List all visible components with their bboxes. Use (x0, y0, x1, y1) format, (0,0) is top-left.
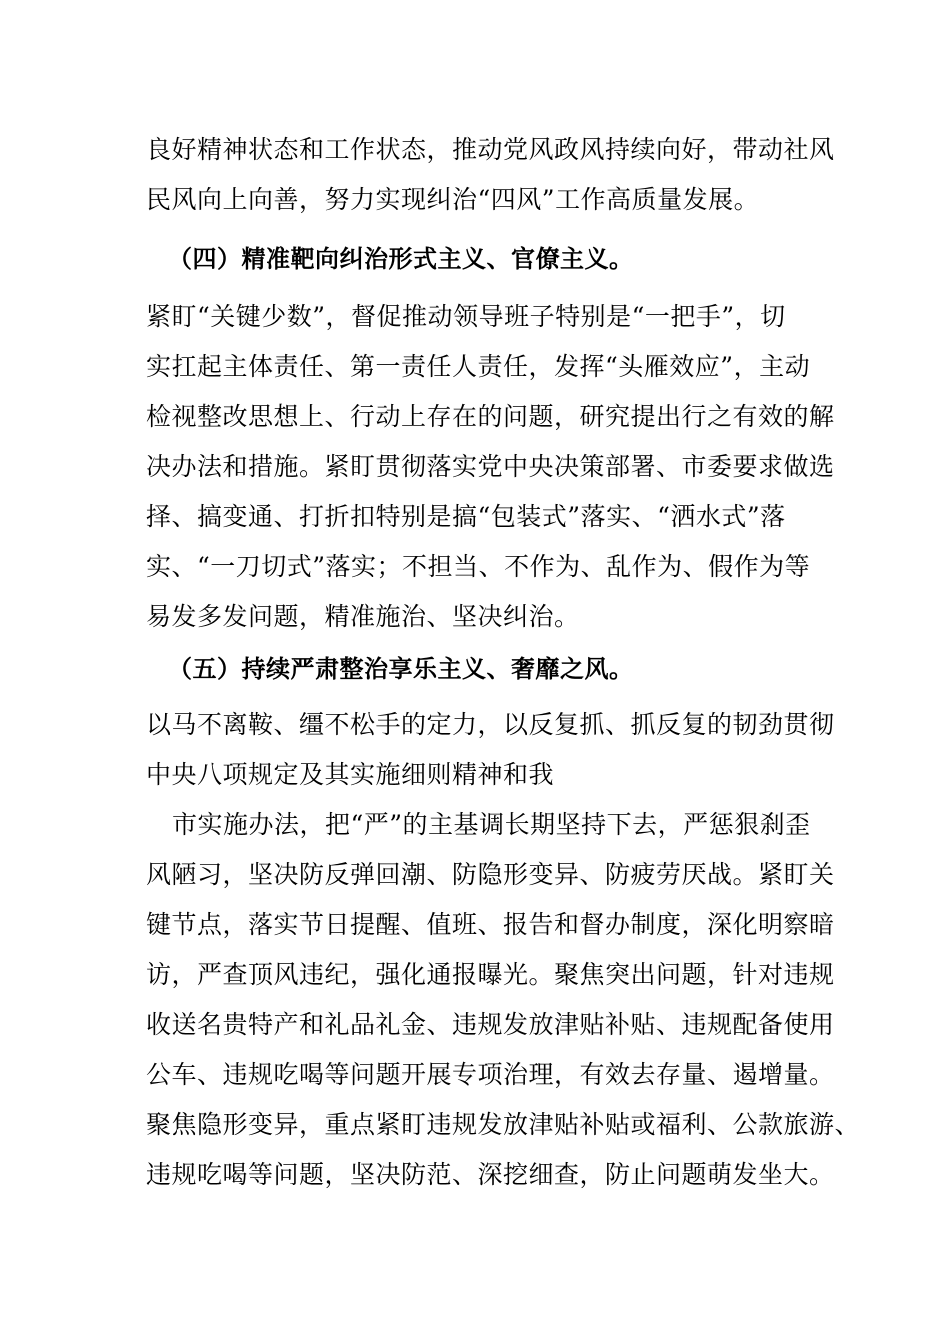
text-line: 民风向上向善，努力实现纠治“四风”工作高质量发展。 (146, 185, 760, 214)
text-line: 择、搞变通、打折扣特别是搞“包装式”落实、“洒水式”落 (146, 502, 786, 531)
text-line: 以马不离鞍、缰不松手的定力，以反复抓、抓反复的韧劲贯彻 (146, 710, 835, 739)
text-line: 紧盯“关键少数”，督促推动领导班子特别是“一把手”，切 (146, 302, 786, 331)
text-line: 违规吃喝等问题，坚决防范、深挖细查，防止问题萌发坐大。 (146, 1160, 835, 1189)
section-heading: （五）持续严肃整治享乐主义、奢靡之风。 (168, 655, 634, 683)
text-line: 实、“一刀切式”落实；不担当、不作为、乱作为、假作为等 (146, 552, 811, 581)
text-line: 风陋习，坚决防反弹回潮、防隐形变异、防疲劳厌战。紧盯关 (146, 860, 835, 889)
text-line: 公车、违规吃喝等问题开展专项治理，有效去存量、遏增量。 (146, 1060, 835, 1089)
text-line: 实扛起主体责任、第一责任人责任，发挥“头雁效应”，主动 (146, 352, 811, 381)
text-line: 决办法和措施。紧盯贯彻落实党中央决策部署、市委要求做选 (146, 452, 835, 481)
text-line: 易发多发问题，精准施治、坚决纠治。 (146, 602, 580, 631)
text-line: 访，严查顶风违纪，强化通报曝光。聚焦突出问题，针对违规 (146, 960, 835, 989)
text-line: 收送名贵特产和礼品礼金、违规发放津贴补贴、违规配备使用 (146, 1010, 835, 1039)
section-heading: （四）精准靶向纠治形式主义、官僚主义。 (168, 245, 634, 273)
text-line: 键节点，落实节日提醒、值班、报告和督办制度，深化明察暗 (146, 910, 835, 939)
text-line: 检视整改思想上、行动上存在的问题，研究提出行之有效的解 (146, 402, 835, 431)
text-line: 良好精神状态和工作状态，推动党风政风持续向好，带动社风 (146, 135, 835, 164)
text-line: 聚焦隐形变异，重点紧盯违规发放津贴补贴或福利、公款旅游、 (146, 1110, 861, 1139)
text-line: 中央八项规定及其实施细则精神和我 (146, 760, 555, 789)
text-line: 市实施办法，把“严”的主基调长期坚持下去，严惩狠刹歪 (172, 810, 811, 839)
